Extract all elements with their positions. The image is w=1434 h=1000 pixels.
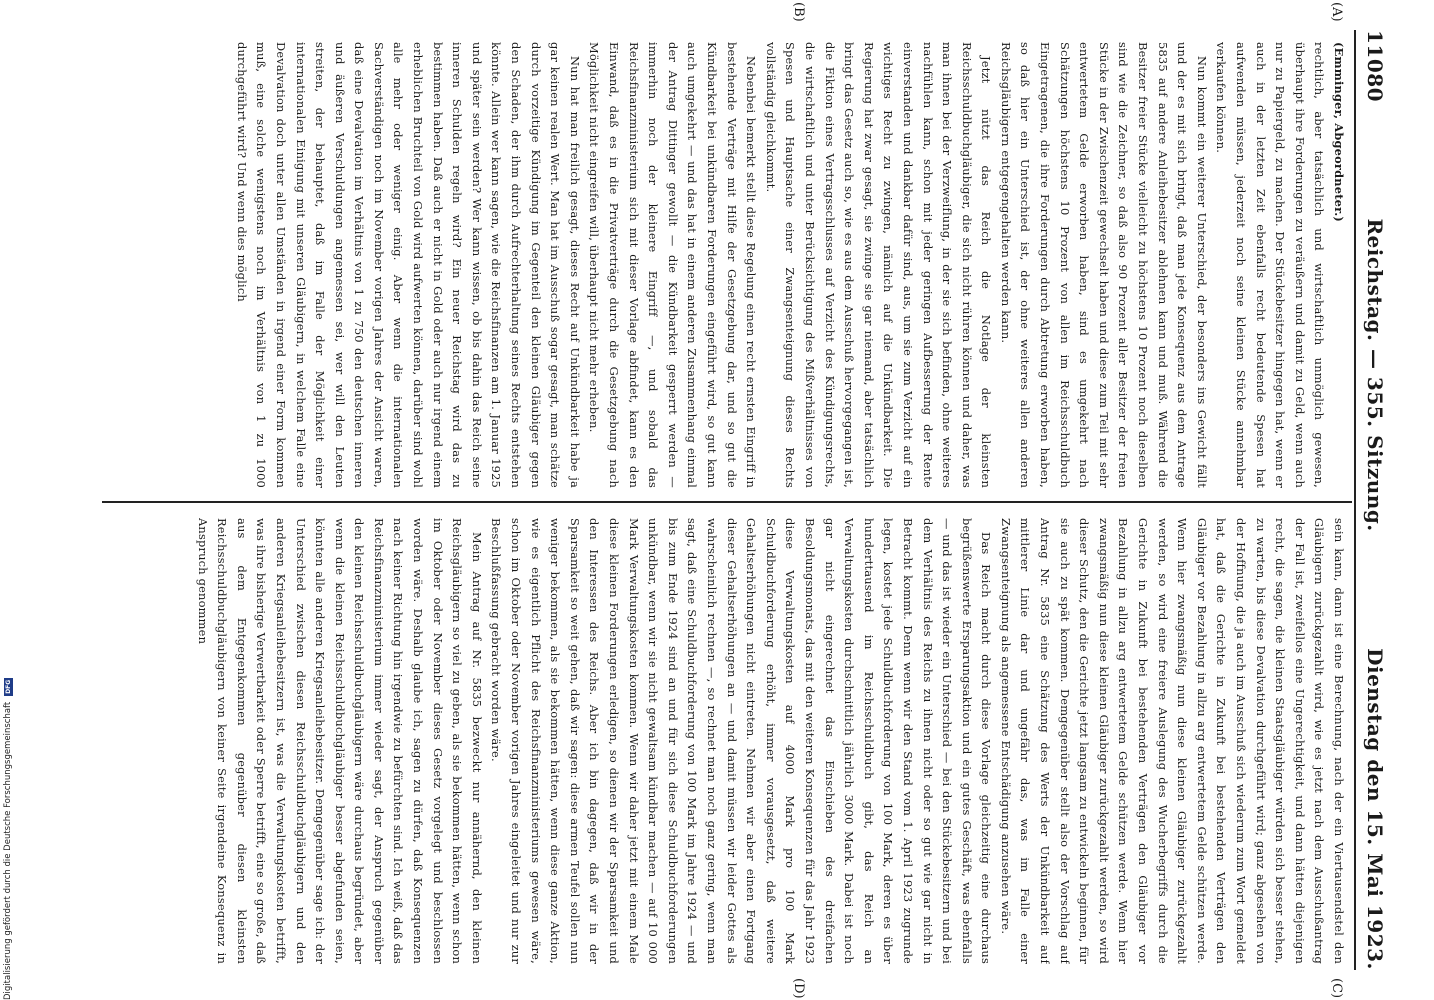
dfg-logo-icon: DFG <box>4 679 12 694</box>
header-date: Dienstag den 15. Mai 1923. <box>1363 648 1387 970</box>
header-rule <box>1354 30 1356 970</box>
page-header <box>1360 30 1390 970</box>
paragraph: Jetzt nützt das Reich die Notlage der kleinsten Reichsschuldbuchgläubiger, die sich nicht rühren können und daher, was man ihnen bei der Verzweiflung, in der sie sich befinden, ohne weiteres nachfühlen kann, schon mit jeder geringen Aufbesserung der Rente einverstanden und dankbar dafür sind, aus, um sie zum Verzicht auf ein wichtiges Recht zu zwingen, nämlich auf die Unkündbarkeit. Die Regierung hat zwar gesagt, sie zwinge sie gar niemand, aber tatsächlich bringt das Gesetz auch so, wie es aus dem Ausschuß hervorgegangen ist, die Fiktion eines Vertragsschlusses auf Verzicht des Kündigungsrechts, die wirtschaftlich und unter Berücksichtigung des Mißverhältnisses von Spesen und Hauptsache einer Zwangsenteignung dieses Rechts vollständig gleichkommt. <box>763 42 994 488</box>
speaker-line: (Emminger, Abgeordneter.) <box>1332 42 1346 223</box>
margin-marker-c: (C) <box>1329 978 1344 999</box>
paragraph: sein kann, dann ist eine Berechnung, nach der ein Viertausendstel den Gläubigern zurückgezahlt wird, wie es jetzt nach dem Ausschußantrag der Fall ist, zweifellos eine Ungerechtigkeit, und dann hätten diejenigen recht, die sagen, die kleinen Staatsgläubiger würden sich besser stehen, zu warten, bis diese Devalvation durchgeführt wird; ganz abgesehen von der Hoffnung, die ja auch im Ausschuß sich wiederum zum Wort gemeldet hat, daß die Gerichte in Zukunft bei bestehenden Verträgen den Gläubiger vor Bezahlung in allzu arg entwertetem Gelde schützen werde. Wenn hier zwangsmäßig nun diese kleinen Gläubiger zurückgezahlt werden, so wird eine freiere Auslegung des Wucherbegriffs durch die Gerichte in Zukunft bei bestehenden Verträgen den Gläubiger vor Bezahlung in allzu arg entwertetem Gelde schützen werde. Wenn hier zwangsmäßig nun diese kleinen Gläubiger zurückgezahlt werden, so wird dieser Schutz, den die Gerichte jetzt langsam zu entwickeln beginnen, für sie auch zu spät kommen. Demgegenüber stellt also der Vorschlag auf Antrag Nr. 5835 eine Schätzung des Werts der Unkündbarkeit auf mittlerer Linie dar und ungefähr das, was im Falle einer Zwangsenteignung als angemessene Entschädigung anzusehen wäre. <box>998 518 1346 964</box>
header-title: Reichstag. — 355. Sitzung. <box>1363 218 1387 532</box>
margin-marker-a: (A) <box>1329 2 1344 22</box>
page-number: 11080 <box>1363 30 1387 103</box>
left-column <box>98 42 1348 488</box>
margin-marker-d: (D) <box>791 978 806 999</box>
paragraph: Nun kommt ein weiterer Unterschied, der besonders ins Gewicht fällt und der es mit sich bringt, daß man jede Konsequenz aus dem Antrage 5835 auf andere Anleihebesitzer ablehnen kann und muß. Während die Besitzer freier Stücke vielleicht zu höchstens 10 Prozent noch dieselben sind wie die Zeichner, so daß also 90 Prozent aller Besitzer der freien Stücke in der Zwischenzeit gewechselt haben und diese zum Teil mit sehr entwertetem Gelde erworben haben, sind es umgekehrt nach Schätzungen höchstens 10 Prozent von allen im Reichsschuldbuch Eingetragenen, die ihre Forderungen durch Abtretung erworben haben, so daß hier ein Unterschied ist, der ohne weiteres allen anderen Reichsgläubigern entgegengehalten werden kann. <box>998 42 1209 488</box>
paragraph: Das Reich macht durch diese Vorlage gleichzeitig eine durchaus begrüßenswerte Ersparungsaktion und ein gutes Geschäft, was ebenfalls — und das ist wieder ein Unterschied — bei den Stückebesitzern und bei dem Verhältnis des Reichs zu ihnen nicht oder so gut wie gar nicht in Betracht kommt. Denn wenn wir den Stand vom 1. April 1923 zugrunde legen, kostet jede Schuldbuchforderung von 100 Mark, deren es über hunderttausend im Reichsschuldbuch gibt, das Reich an Verwaltungskosten durchschnittlich jährlich 3000 Mark. Dabei ist noch gar nicht eingerechnet das Einschieben des dreifachen Besoldungsmonats, das mit den weiteren Konsequenzen für das Jahr 1923 diese Verwaltungskosten auf 4000 Mark pro 100 Mark Schuldbuchforderung erhöht, immer vorausgesetzt, daß weitere Gehaltserhöhungen nicht eintreten. Nehmen wir aber einen Fortgang dieser Gehaltserhöhungen an — und damit müssen wir leider Gottes als wahrscheinlich rechnen —, so rechnet man noch ganz gering, wenn man sagt, daß eine Schuldbuchforderung von 100 Mark im Jahre 1924 — und bis zum Ende 1924 sind an und für sich diese Schuldbuchforderungen unkündbar, wenn wir sie nicht gewaltsam kündbar machen — auf 10 000 Mark Verwaltungskosten kommen. Wenn wir daher jetzt mit einem Male diese kleinen Forderungen erledigen, so dienen wir der Sparsamkeit und den Interessen des Reichs. Aber ich bin dagegen, daß wir in der Sparsamkeit so weit gehen, daß wir sagen: diese armen Teufel sollen nun weniger bekommen, als sie bekommen hätten, wenn diese ganze Aktion, wie es eigentlich Pflicht des Reichsfinanzministeriums gewesen wäre, schon im Oktober oder November vorigen Jahres eingeleitet und nur zur Beschlußfassung gebracht worden wäre. <box>489 518 994 964</box>
margin-marker-b: (B) <box>791 2 806 22</box>
document-page <box>80 2 1390 999</box>
column-divider <box>102 501 1352 503</box>
paragraph: rechtlich, aber tatsächlich und wirtschaftlich unmöglich gewesen, überhaupt ihre Forderungen zu veräußern und damit zu Geld, wenn auch nur zu Papiergeld, zu machen. Der Stückebesitzer hingegen hat, wenn er auch in der letzten Zeit ebenfalls recht bedeutende Spesen hat aufwenden müssen, jederzeit noch seine kleinen Stücke annehmbar verkaufen können. <box>1214 42 1327 488</box>
digitization-footer <box>0 0 16 1000</box>
paragraph: Nebenbei bemerkt stellt diese Regelung einen recht ernsten Eingriff in bestehende Verträge mit Hilfe der Gesetzgebung dar, und so gut die Kündbarkeit bei unkündbaren Forderungen eingeführt wird, so gut kann auch umgekehrt — und das hat in einem anderen Zusammenhang einmal der Antrag Dittinger gewollt — die Kündbarkeit gesperrt werden — immerhin noch der kleinere Eingriff —, und sobald das Reichsfinanzministerium sich mit dieser Vorlage abfindet, kann es den Einwand, daß es in die Privatverträge durch die Gesetzgebung nach Möglichkeit nicht eingreifen will, überhaupt nicht mehr erheben. <box>587 42 759 488</box>
right-column <box>98 518 1348 964</box>
footer-text: Digitalisierung gefördert durch die Deutsche Forschungsgemeinschaft <box>3 701 13 1000</box>
paragraph: Nun hat man freilich gesagt, dieses Recht auf Unkündbarkeit habe ja gar keinen realen Wert. Man hat im Ausschuß sogar gesagt, man schätze durch vorzeitige Kündigung im Gegenteil den kleinen Gläubiger gegen den Schaden, der ihm durch Aufrechterhaltung seines Rechts entstehen könnte. Allein wer kann sagen, wie die Reichsfinanzen am 1. Januar 1925 und später sein werden? Wer kann wissen, ob bis dahin das Reich seine inneren Schulden regeln wird? Ein neuer Reichstag wird das zu bestimmen haben. Daß auch er nicht in Gold oder auch nur irgend einem erheblichen Bruchteil von Gold wird aufwerten können, darüber sind wohl alle mehr oder weniger einig. Aber wenn die internationalen Sachverständigen noch im November vorigen Jahres der Ansicht waren, daß eine Devalvation im Verhältnis von 1 zu 750 den deutschen inneren und äußeren Verschuldungen angemessen sei, wer will den Leuten streiten, der behauptet, daß im Falle der Möglichkeit einer internationalen Einigung mit unseren Gläubigern, in welchem Falle eine Devalvation doch unter allen Umständen in irgend einer Form kommen muß, eine solche wenigstens noch im Verhältnis von 1 zu 1000 durchgeführt wird? Und wenn dies möglich <box>234 42 582 488</box>
paragraph: Mein Antrag auf Nr. 5835 bezweckt nur annähernd, den kleinen Reichsgläubigern so viel zu geben, als sie bekommen hätten, wenn schon im Oktober oder November dieses Gesetz vorgelegt und beschlossen worden wäre. Deshalb glaube ich, sagen zu dürfen, daß Konsequenzen nach keiner Richtung hin irgendwie zu befürchten sind. Ich weiß, daß das Reichsfinanzministerium immer wieder sagt, der Anspruch gegenüber den kleinen Reichsschuldbuchgläubigern wäre durchaus begründet, aber wenn die kleinen Reichsschuldbuchgläubiger besser abgefunden seien, könnten alle anderen Kriegsanleihebesitzer. Demgegenüber sage ich: der Unterschied zwischen diesen Reichsschuldbuchgläubigern und den anderen Kriegsanleihebesitzern ist, was die Verwaltungskosten betrifft, was ihre bisherige Verwertbarkeit oder Sperre betrifft, eine so große, daß aus dem Entgegenkommen gegenüber diesen kleinsten Reichsschuldbuchgläubigern von keiner Seite irgendeine Konsequenz in Anspruch genommen <box>195 518 484 964</box>
